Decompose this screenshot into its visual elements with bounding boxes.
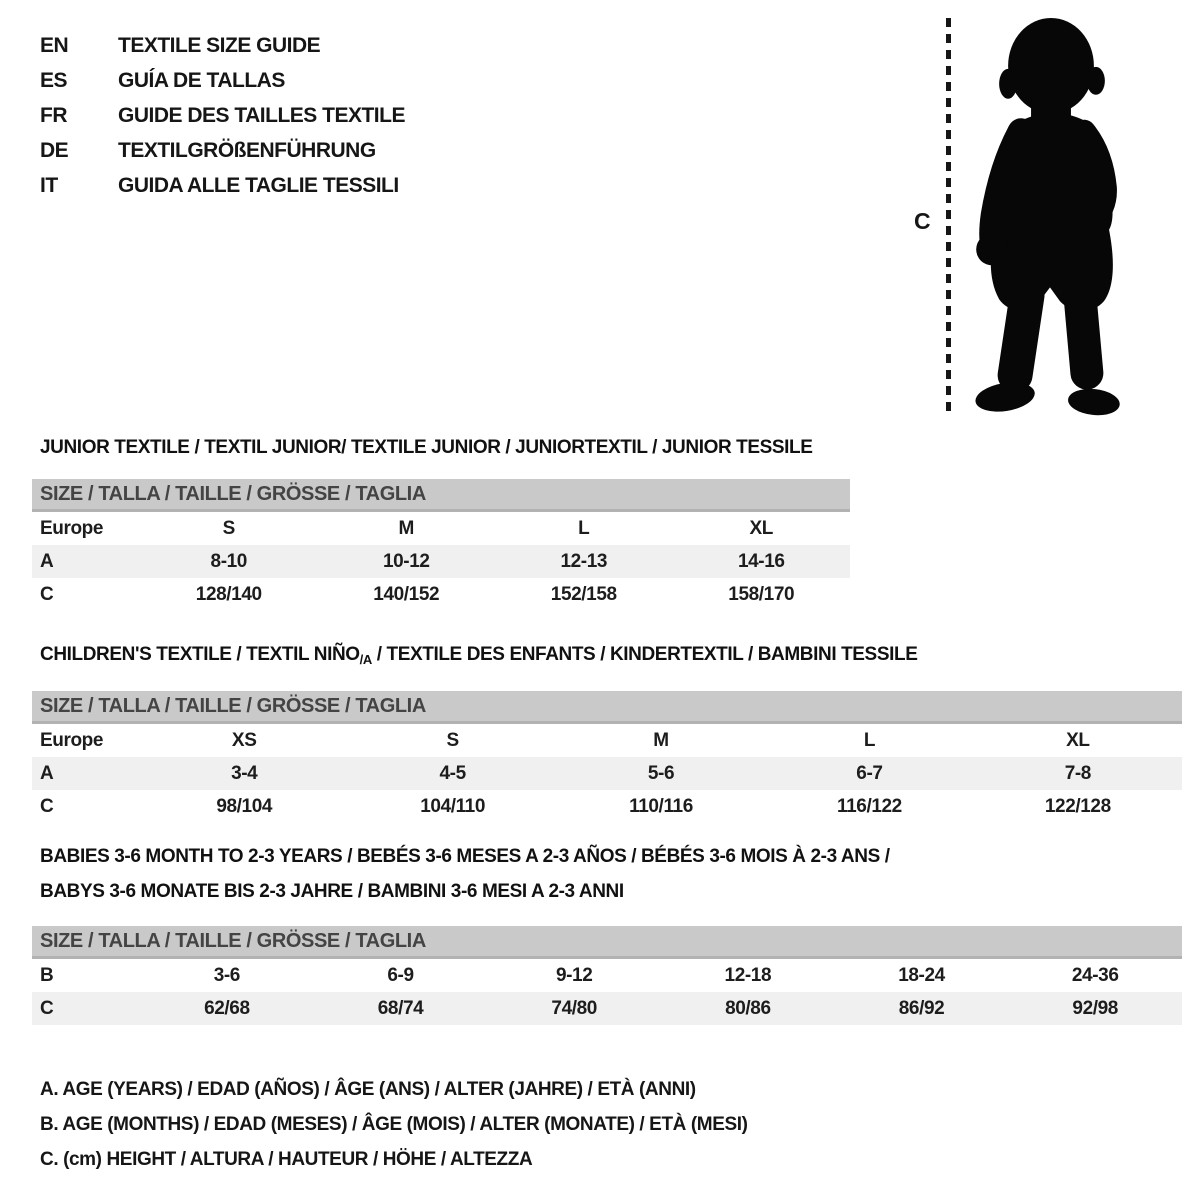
table-row: [32, 757, 1182, 790]
table-cell: S: [446, 729, 459, 751]
toddler-silhouette-image: [963, 14, 1140, 418]
table-cell: 6-7: [856, 762, 883, 784]
table-row: [32, 512, 850, 545]
table-row: [32, 545, 850, 578]
table-cell: L: [863, 729, 876, 751]
row-label: A: [40, 550, 54, 572]
table-cell: XL: [749, 517, 773, 539]
table-cell: 12-18: [724, 964, 772, 986]
babies-size-header-bar: SIZE / TALLA / TAILLE / GRÖSSE / TAGLIA: [32, 926, 1182, 959]
table-cell: 62/68: [204, 997, 250, 1019]
table-row: [32, 790, 1182, 823]
language-list: [40, 28, 405, 203]
language-code: ES: [40, 68, 68, 92]
children-heading-text: / TEXTILE DES ENFANTS / KINDERTEXTIL / BAMBINI TESSILE: [371, 644, 918, 665]
table-cell: 14-16: [737, 550, 785, 572]
language-title: GUIDE DES TAILLES TEXTILE: [118, 103, 405, 127]
table-cell: M: [398, 517, 414, 539]
table-cell: 9-12: [555, 964, 593, 986]
junior-size-table: [32, 512, 850, 611]
table-cell: 80/86: [725, 997, 771, 1019]
language-title: TEXTILGRÖßENFÜHRUNG: [118, 138, 376, 162]
table-cell: 68/74: [377, 997, 424, 1019]
table-row: [32, 578, 850, 611]
babies-size-table: [32, 959, 1182, 1025]
table-cell: 92/98: [1072, 997, 1118, 1019]
children-heading-subscript: /A: [359, 652, 372, 667]
table-cell: 3-4: [231, 762, 258, 784]
children-size-header-bar: SIZE / TALLA / TAILLE / GRÖSSE / TAGLIA: [32, 691, 1182, 724]
height-measure-label: C: [914, 208, 931, 234]
row-label: B: [40, 964, 54, 986]
junior-section-heading: JUNIOR TEXTILE / TEXTIL JUNIOR/ TEXTILE JUNIOR / JUNIORTEXTIL / JUNIOR TESSILE: [40, 437, 813, 458]
row-label: C: [40, 795, 54, 817]
language-title: GUÍA DE TALLAS: [118, 68, 285, 92]
table-cell: 74/80: [551, 997, 597, 1019]
legend: [40, 1072, 748, 1177]
table-cell: 8-10: [210, 550, 247, 572]
row-label: C: [40, 583, 54, 605]
children-size-table: [32, 724, 1182, 823]
table-cell: 3-6: [213, 964, 240, 986]
table-cell: 128/140: [195, 583, 262, 605]
height-measure-dashed-line: [946, 18, 951, 416]
language-code: FR: [40, 103, 67, 127]
table-cell: 12-13: [560, 550, 608, 572]
row-label: A: [40, 762, 54, 784]
table-cell: L: [578, 517, 590, 539]
table-cell: 6-9: [387, 964, 414, 986]
table-row: [32, 992, 1182, 1025]
table-row: [32, 959, 1182, 992]
table-cell: 140/152: [373, 583, 440, 605]
table-cell: 4-5: [439, 762, 466, 784]
language-code: IT: [40, 173, 58, 197]
babies-section-heading-line1: BABIES 3-6 MONTH TO 2-3 YEARS / BEBÉS 3-6 MESES A 2-3 AÑOS / BÉBÉS 3-6 MOIS À 2-3 ANS /: [40, 846, 890, 867]
row-label: Europe: [40, 517, 104, 539]
language-row: [40, 168, 405, 203]
table-cell: 104/110: [420, 795, 486, 817]
row-label: Europe: [40, 729, 104, 751]
language-title: GUIDA ALLE TAGLIE TESSILI: [118, 173, 399, 197]
legend-line-b: B. AGE (MONTHS) / EDAD (MESES) / ÂGE (MOIS) / ALTER (MONATE) / ETÀ (MESI): [40, 1114, 748, 1135]
table-cell: S: [222, 517, 235, 539]
language-row: [40, 133, 405, 168]
language-code: DE: [40, 138, 69, 162]
table-cell: 18-24: [898, 964, 945, 986]
table-cell: 98/104: [216, 795, 273, 817]
children-heading-text: CHILDREN'S TEXTILE / TEXTIL NIÑO: [40, 644, 360, 665]
babies-section-heading-line2: BABYS 3-6 MONATE BIS 2-3 JAHRE / BAMBINI 3-6 MESI A 2-3 ANNI: [40, 881, 624, 902]
table-cell: 116/122: [837, 795, 902, 817]
table-cell: 110/116: [629, 795, 693, 817]
table-cell: 152/158: [550, 583, 617, 605]
table-cell: XL: [1066, 729, 1090, 751]
table-cell: 24-36: [1071, 964, 1119, 986]
table-cell: 122/128: [1044, 795, 1111, 817]
table-cell: 7-8: [1064, 762, 1091, 784]
table-cell: 5-6: [647, 762, 675, 784]
junior-size-header-bar: SIZE / TALLA / TAILLE / GRÖSSE / TAGLIA: [32, 479, 850, 512]
table-cell: 86/92: [898, 997, 945, 1019]
table-cell: M: [653, 729, 669, 751]
language-row: [40, 63, 405, 98]
legend-line-c: C. (cm) HEIGHT / ALTURA / HAUTEUR / HÖHE / ALTEZZA: [40, 1149, 533, 1170]
language-title: TEXTILE SIZE GUIDE: [118, 33, 321, 57]
table-row: [32, 724, 1182, 757]
table-cell: XS: [231, 729, 257, 751]
language-row: [40, 28, 405, 63]
children-section-heading: [40, 644, 917, 666]
table-cell: 158/170: [728, 583, 795, 605]
table-cell: 10-12: [382, 550, 430, 572]
language-code: EN: [40, 33, 69, 57]
row-label: C: [40, 997, 54, 1019]
legend-line-a: A. AGE (YEARS) / EDAD (AÑOS) / ÂGE (ANS) / ALTER (JAHRE) / ETÀ (ANNI): [40, 1079, 696, 1100]
language-row: [40, 98, 405, 133]
